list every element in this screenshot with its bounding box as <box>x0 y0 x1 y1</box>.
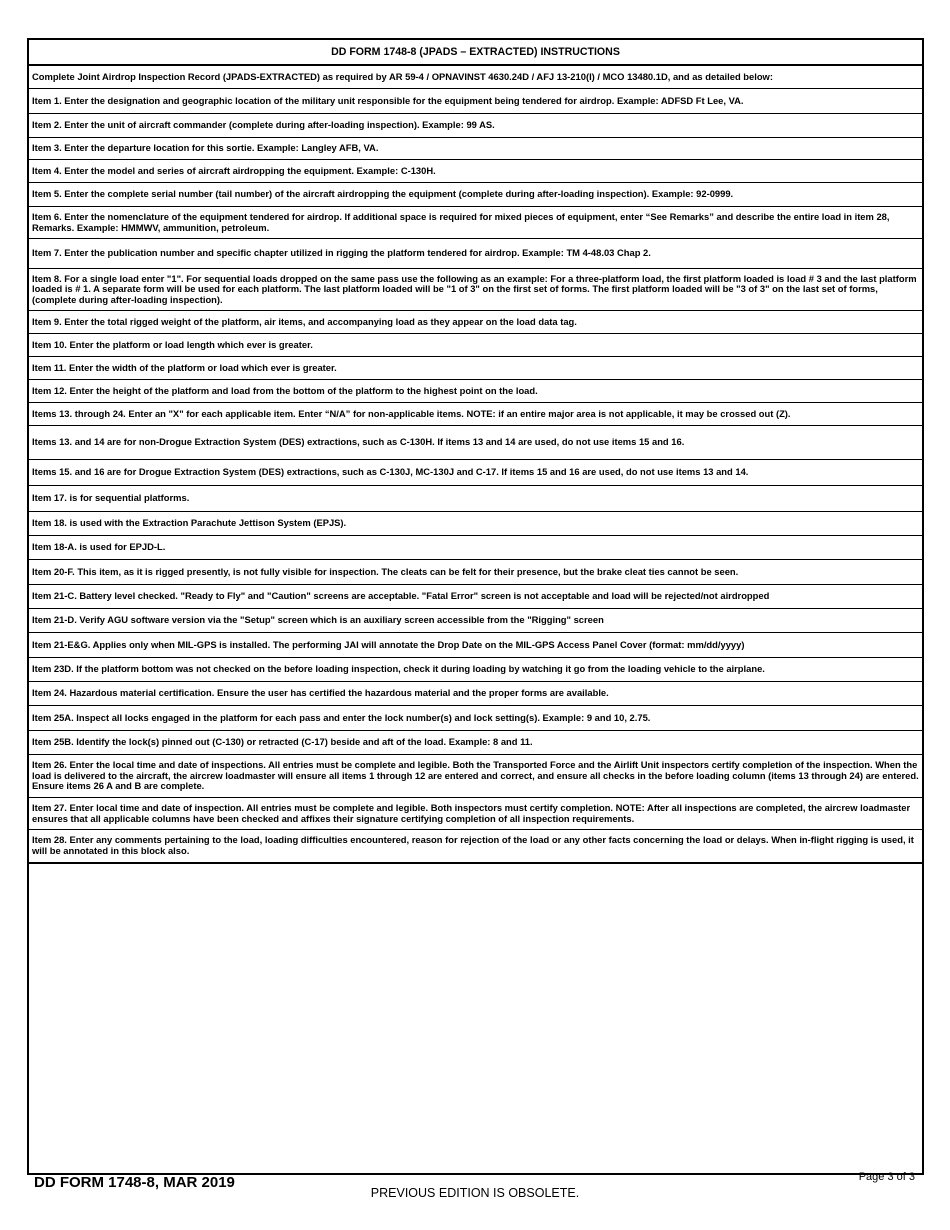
instruction-text: Item 18. is used with the Extraction Parachute Jettison System (EPJS). <box>32 517 347 529</box>
form-identifier: DD FORM 1748-8, MAR 2019 <box>34 1174 235 1191</box>
instruction-text: Item 23D. If the platform bottom was not checked on the before loading inspection, check it during loading by watching it go from the loading vehicle to the airplane. <box>32 663 765 675</box>
instruction-row <box>29 658 922 682</box>
instruction-row <box>29 585 922 609</box>
instruction-row <box>29 560 922 585</box>
instruction-row <box>29 89 922 114</box>
instruction-row <box>29 706 922 731</box>
instruction-row <box>29 798 922 830</box>
instruction-row <box>29 755 922 798</box>
instruction-row <box>29 609 922 633</box>
instruction-row <box>29 682 922 706</box>
instruction-text: Items 15. and 16 are for Drogue Extraction System (DES) extractions, such as C-130J, MC-130J and C-17. If items 15 and 16 are used, do not use items 13 and 14. <box>32 466 749 478</box>
instruction-row <box>29 183 922 207</box>
instruction-text: Item 2. Enter the unit of aircraft commander (complete during after-loading inspection). Example: 99 AS. <box>32 119 495 131</box>
instruction-row <box>29 66 922 89</box>
instruction-row <box>29 403 922 426</box>
instruction-row <box>29 536 922 560</box>
instruction-row <box>29 114 922 138</box>
instruction-text: Item 28. Enter any comments pertaining to the load, loading difficulties encountered, reason for rejection of the load or any other facts concerning the load or delays. When in-flight rigging is used, it will be annotated in this block also. <box>32 834 914 856</box>
instruction-text: Item 9. Enter the total rigged weight of the platform, air items, and accompanying load as they appear on the load data tag. <box>32 315 577 327</box>
instruction-text: Item 25A. Inspect all locks engaged in the platform for each pass and enter the lock number(s) and lock setting(s). Example: 9 and 10, 2.75. <box>32 711 651 723</box>
instruction-text: Item 3. Enter the departure location for this sortie. Example: Langley AFB, VA. <box>32 142 379 154</box>
instruction-text: Item 5. Enter the complete serial number (tail number) of the aircraft airdropping the equipment (complete during after-loading inspection). Example: 92-0999. <box>32 188 734 200</box>
instruction-text: Item 20-F. This item, as it is rigged presently, is not fully visible for inspection. The cleats can be felt for their presence, but the brake cleat ties cannot be seen. <box>32 565 739 577</box>
obsolete-notice: PREVIOUS EDITION IS OBSOLETE. <box>370 1186 580 1200</box>
instruction-text: Item 21-E&G. Applies only when MIL-GPS is installed. The performing JAI will annotate the Drop Date on the MIL-GPS Access Panel Cover (format: mm/dd/yyyy) <box>32 638 745 650</box>
instruction-text: Item 27. Enter local time and date of inspection. All entries must be complete and legible. Both inspectors must certify completion. NOTE: After all inspections are completed, the aircrew loadmaster ensures that all applicable columns have been checked and affixes their signature certifying completion of all inspection requirements. <box>32 801 911 824</box>
form-title <box>29 40 922 66</box>
instruction-text: Item 1. Enter the designation and geographic location of the military unit responsible for the equipment being tendered for airdrop. Example: ADFSD Ft Lee, VA. <box>32 94 744 106</box>
instruction-row <box>29 138 922 160</box>
instruction-text: Complete Joint Airdrop Inspection Record (JPADS-EXTRACTED) as required by AR 59-4 / OPNAVINST 4630.24D / AFJ 13-210(I) / MCO 13480.1D, and as detailed below: <box>32 70 773 82</box>
instructions-form <box>27 38 924 1175</box>
instruction-row <box>29 311 922 334</box>
instruction-text: Item 18-A. is used for EPJD-L. <box>32 541 166 553</box>
instruction-row <box>29 334 922 357</box>
instruction-row <box>29 830 922 864</box>
instruction-row <box>29 426 922 460</box>
instruction-row <box>29 207 922 239</box>
page-number: Page 3 of 3 <box>858 1171 915 1183</box>
instruction-row <box>29 512 922 536</box>
instruction-text: Item 24. Hazardous material certification. Ensure the user has certified the hazardous material and the proper forms are available. <box>32 687 609 699</box>
instruction-row <box>29 239 922 269</box>
instruction-text: Item 7. Enter the publication number and specific chapter utilized in rigging the platform tendered for airdrop. Example: TM 4-48.03 Chap 2. <box>32 247 651 259</box>
instruction-text: Items 13. through 24. Enter an "X" for each applicable item. Enter “N/A” for non-applicable items. NOTE: if an entire major area is not applicable, it may be crossed out (Z). <box>32 407 791 419</box>
instruction-text: Item 25B. Identify the lock(s) pinned out (C-130) or retracted (C-17) beside and aft of the load. Example: 8 and 11. <box>32 736 533 748</box>
instruction-text: Items 13. and 14 are for non-Drogue Extraction System (DES) extractions, such as C-130H. If items 13 and 14 are used, do not use items 15 and 16. <box>32 436 685 448</box>
instruction-text: Item 8. For a single load enter "1". For sequential loads dropped on the same pass use the following as an example: For a three-platform load, the first platform loaded is load # 3 and the last platform loaded is # 1. A separate form will be used for each platform. The last platform loaded will be "1 of 3" on the first set of forms. The first platform loaded will be "3 of 3" on the last set of forms, (complete during after-loading inspection). <box>32 272 917 305</box>
instruction-row <box>29 486 922 512</box>
instruction-text: Item 21-D. Verify AGU software version via the "Setup" screen which is an auxiliary screen accessible from the "Rigging" screen <box>32 614 604 626</box>
form-title-text: DD FORM 1748-8 (JPADS – EXTRACTED) INSTRUCTIONS <box>331 45 620 58</box>
instruction-row <box>29 460 922 486</box>
instruction-text: Item 17. is for sequential platforms. <box>32 492 190 504</box>
instruction-text: Item 4. Enter the model and series of aircraft airdropping the equipment. Example: C-130H. <box>32 164 436 176</box>
instruction-row <box>29 269 922 311</box>
instruction-row <box>29 357 922 380</box>
instruction-text: Item 6. Enter the nomenclature of the equipment tendered for airdrop. If additional space is required for mixed pieces of equipment, enter “See Remarks” and describe the entire load in item 28, Remarks. Example: HMMWV, ammunition, petroleum. <box>32 210 890 233</box>
instruction-text: Item 10. Enter the platform or load length which ever is greater. <box>32 338 313 350</box>
instruction-row <box>29 633 922 658</box>
instruction-row <box>29 731 922 755</box>
instruction-row <box>29 380 922 403</box>
instruction-text: Item 12. Enter the height of the platform and load from the bottom of the platform to the highest point on the load. <box>32 384 538 396</box>
instruction-text: Item 21-C. Battery level checked. "Ready to Fly" and "Caution" screens are acceptable. "Fatal Error" screen is not acceptable and load will be rejected/not airdropped <box>32 590 770 602</box>
instruction-row <box>29 160 922 183</box>
instruction-text: Item 11. Enter the width of the platform or load which ever is greater. <box>32 361 337 373</box>
instruction-text: Item 26. Enter the local time and date of inspections. All entries must be complete and legible. Both the Transported Force and the Airlift Unit inspectors certify completion of the inspection. When the load is delivered to the aircraft, the aircrew loadmaster will ensure all items 1 through 12 are entered and correct, and ensure all checks in the before loading column (items 13 through 24) are entered. Ensure items 26 A and B are complete. <box>32 759 919 792</box>
